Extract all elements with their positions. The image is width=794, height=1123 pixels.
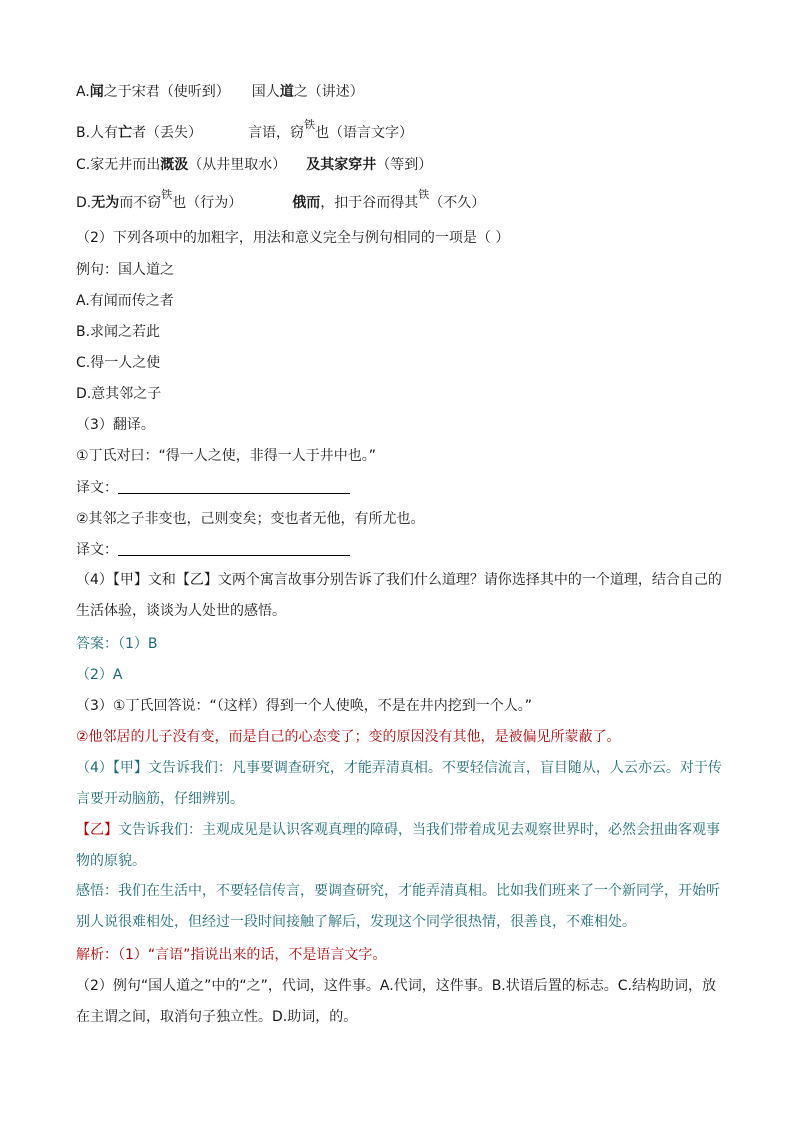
q3-sentence-2: ②其邻之子非变也，己则变矣；变也者无他，有所尤也。 <box>76 511 425 527</box>
q4-stem: （4）【甲】文和【乙】文两个寓言故事分别告诉了我们什么道理？请你选择其中的一个道理，结合自己的生活体验，谈谈为人处世的感悟。 <box>76 572 722 619</box>
answer-2: （2）A <box>76 667 123 683</box>
q3-translation-2: 译文： <box>76 541 350 559</box>
answer-blank[interactable] <box>118 479 350 494</box>
q2-option-b: B.求闻之若此 <box>76 324 161 340</box>
option-a: A.闻之于宋君（使听到） 国人道之（讲述） <box>76 84 364 100</box>
q2-option-d: D.意其邻之子 <box>76 386 162 402</box>
answer-3-1: （3）①丁氏回答说：“（这样）得到一个人使唤，不是在井内挖到一个人。” <box>76 698 532 714</box>
option-d: D.无为而不窃$^铁$也（行为） 俄而，扣于谷而得其$^铁$（不久） <box>76 188 486 211</box>
q3-sentence-1: ①丁氏对曰：“得一人之使，非得一人于井中也。” <box>76 448 377 464</box>
q2-example: 例句：国人道之 <box>76 262 174 278</box>
answer-4-jia: （4）【甲】文告诉我们：凡事要调查研究，才能弄清真相。不要轻信流言，盲目随从，人云亦云。对于传言要开动脑筋，仔细辨别。 <box>76 760 722 807</box>
q2-stem: （2）下列各项中的加粗字，用法和意义完全与例句相同的一项是（ ） <box>76 230 510 246</box>
q2-option-c: C.得一人之使 <box>76 355 161 371</box>
ganwu: 感悟：我们在生活中，不要轻信传言，要调查研究，才能弄清真相。比如我们班来了一个新同学，开始听别人说很难相处，但经过一段时间接触了解后，发现这个同学很热情，很善良，不难相处。 <box>76 883 720 930</box>
option-b: B.人有亡者（丢失） 言语，窃$^铁$也（语言文字） <box>76 118 414 141</box>
analysis-1: 解析：（1）“言语”指说出来的话，不是语言文字。 <box>76 947 387 963</box>
answer-3-2: ②他邻居的儿子没有变，而是自己的心态变了；变的原因没有其他，是被偏见所蒙蔽了。 <box>76 729 621 745</box>
answer-blank[interactable] <box>118 541 350 556</box>
answer-1: 答案：（1）B <box>76 636 158 652</box>
analysis-2: （2）例句“国人道之”中的“之”，代词，这件事。A.代词，这件事。B.状语后置的标志。C.结构助词，放在主谓之间，取消句子独立性。D.助词，的。 <box>76 978 716 1025</box>
option-c: C.家无井而出溉汲（从井里取水） 及其家穿井（等到） <box>76 157 433 173</box>
answer-4-yi: 【乙】文告诉我们：主观成见是认识客观真理的障碍，当我们带着成见去观察世界时，必然会扭曲客观事物的原貌。 <box>76 822 720 869</box>
q3-stem: （3）翻译。 <box>76 417 155 433</box>
q2-option-a: A.有闻而传之者 <box>76 293 174 309</box>
q3-translation-1: 译文： <box>76 479 350 497</box>
